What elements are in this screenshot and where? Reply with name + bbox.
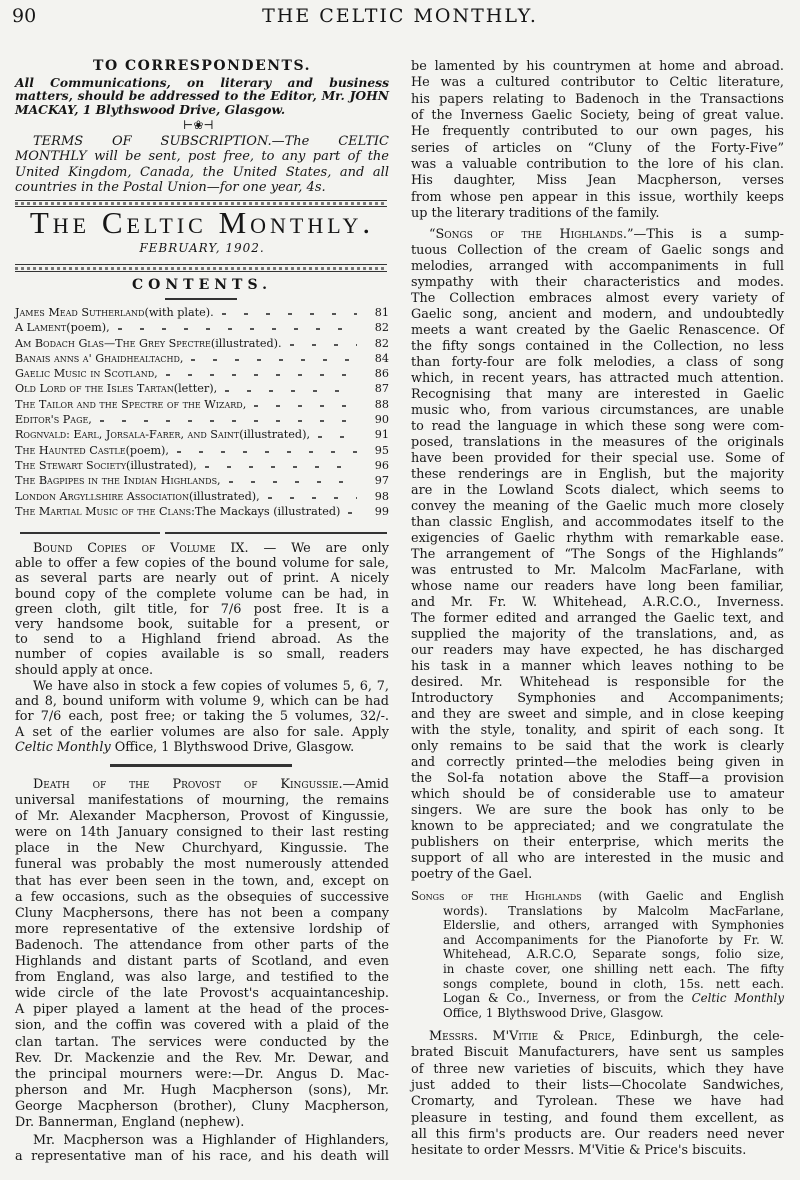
text-line: all this firm's products are. Our readers need never — [411, 1127, 784, 1143]
text-line: A set of the earlier volumes are also for sale. Apply — [15, 724, 389, 740]
contents-item-title: James Mead Sutherland — [15, 306, 145, 319]
text-line: which should be of considerable use to amateur — [411, 787, 784, 802]
contents-item-title: Old Lord of the Isles Tartan — [15, 382, 174, 396]
text-line: “Songs of the Highlands.”—This is a sump- — [429, 227, 785, 242]
contents-item — [15, 473, 389, 488]
contents-item-title: Banais anns a' Ghaidhealtachd, — [15, 351, 184, 365]
dot-leader — [318, 436, 357, 438]
contents-item — [15, 504, 389, 519]
dot-leader — [222, 313, 357, 315]
contents-item-title: The Tailor and the Spectre of the Wizard, — [15, 397, 247, 411]
text-line: were on 14th January consigned to their last resting — [15, 825, 389, 841]
text-line: in chaste cover, one shilling nett each. The fifty — [443, 961, 784, 976]
text-line: Office, 1 Blythswood Drive, Glasgow. — [443, 1005, 664, 1020]
contents-item-note: (poem), — [125, 443, 169, 457]
text-line: and Mr. Fr. W. Whitehead, A.R.C.O., Inverness. — [411, 595, 784, 610]
text-line: hesitate to order Messrs. M'Vitie & Price's biscuits. — [411, 1143, 747, 1159]
italic-text: Celtic Monthly — [691, 991, 784, 1006]
contents-item-page: 88 — [374, 397, 389, 411]
contents-item — [15, 443, 389, 458]
text-line: able to offer a few copies of the bound volume for sale, — [15, 556, 389, 572]
text-line: He was a cultured contributor to Celtic literature, — [411, 75, 784, 91]
contents-item-page: 81 — [374, 306, 389, 319]
text-line: supplied the majority of the translations, and, as — [411, 627, 784, 642]
text-line: these renderings are in English, but the majority — [411, 467, 784, 482]
text-line: Recognising that many are interested in Gaelic — [411, 387, 784, 402]
text-line: only remains to be said that the work is clearly — [411, 739, 784, 754]
text-line: very handsome book, suitable for a present, or — [15, 616, 389, 632]
text-line: TERMS OF SUBSCRIPTION.—The CELTIC — [33, 134, 389, 149]
text-line: tuous Collection of the cream of Gaelic songs and — [411, 243, 784, 258]
contents-item — [15, 336, 389, 351]
text-line: known to be appreciated; and we congratulate the — [411, 819, 784, 834]
text-line: All Communications, on literary and business — [15, 75, 389, 90]
divider — [165, 532, 387, 534]
text-line: Bound Copies of Volume IX. — We are only — [33, 541, 390, 556]
text-line: green cloth, gilt title, for 7/6 post free. It is a — [15, 601, 389, 617]
text-line: The former edited and arranged the Gaelic text, and — [411, 611, 784, 626]
contents-item — [15, 366, 389, 381]
text-line: the fifty songs contained in the Collection, no less — [411, 339, 784, 354]
text-line: Badenoch. The attendance from other parts of the — [15, 937, 389, 953]
text-line: words). Translations by Malcolm MacFarlane, — [443, 903, 784, 918]
bound-copies-notice — [15, 541, 389, 678]
text-line: George Macpherson (brother), Cluny Macpherson, — [15, 1098, 389, 1114]
contents-item-title: Editor's Page, — [15, 413, 92, 427]
text-line: poetry of the Gael. — [411, 867, 533, 882]
dot-leader — [100, 420, 357, 422]
text: Office, 1 Blythswood Drive, Glasgow. — [110, 739, 355, 755]
text-line: melodies, arranged with accompaniments in full — [411, 259, 784, 274]
text-line: Cromarty, and Tyrolean. These we have had — [411, 1094, 784, 1110]
text-line: was entrusted to Mr. Malcolm MacFarlane, with — [411, 563, 784, 578]
dot-leader — [177, 451, 357, 453]
text-line: matters, should be addressed to the Editor, Mr. JOHN — [15, 88, 389, 104]
contents-item-page: 98 — [374, 489, 389, 503]
text-line: of Mr. Alexander Macpherson, Provost of Kingussie, — [15, 809, 389, 825]
contents-item — [15, 397, 389, 412]
text-line: sympathy with their characteristics and modes. — [411, 275, 784, 290]
dot-leader — [348, 512, 357, 514]
dot-leader — [268, 497, 357, 499]
lead-in: Bound Copies of Volume IX. — [33, 541, 249, 556]
contents-list — [15, 305, 389, 519]
songs-of-highlands-review — [411, 227, 784, 883]
contents-item-note: (illustrated), — [126, 458, 197, 472]
text-line: a few occasions, such as the obsequies of successive — [15, 889, 389, 905]
text-line: United Kingdom, Canada, the United States, and all — [15, 164, 389, 180]
dot-leader — [290, 344, 357, 346]
contents-item-note: (letter), — [173, 382, 218, 396]
divider — [20, 532, 160, 534]
text-line: We have also in stock a few copies of volumes 5, 6, 7, — [33, 679, 389, 694]
text-line: Introductory Symphonies and Accompaniments; — [411, 691, 784, 706]
contents-item-page: 91 — [374, 428, 389, 442]
text-line: as several parts are nearly out of print. A nicely — [15, 571, 389, 587]
contents-item-page: 95 — [374, 443, 389, 457]
text-line: clan tartan. The services were conducted by the — [15, 1034, 389, 1050]
text-line: for 7/6 each, post free; or taking the 5 volumes, 32/-. — [15, 709, 389, 725]
dot-leader — [118, 328, 357, 330]
contents-item-title: A Lament — [15, 321, 67, 335]
dot-leader — [254, 405, 357, 407]
contents-heading: CONTENTS. — [132, 277, 272, 293]
text-line: place in the New Churchyard, Kingussie. The — [15, 841, 389, 857]
dot-leader — [205, 466, 357, 468]
contents-item-title: The Bagpipes in the Indian Highlands, — [15, 474, 221, 488]
text-line: with the style, tonality, and spirit of each song. It — [411, 723, 784, 738]
text-line: his papers relating to Badenoch in the Transactions — [411, 91, 784, 107]
ornament-icon: ⊢❀⊣ — [183, 118, 214, 132]
text-line: meets a want created by the Gaelic Renascence. Of — [411, 323, 784, 338]
text-line: series of articles on “Cluny of the Forty-Five” — [411, 140, 784, 156]
dot-leader — [229, 481, 357, 483]
text-line: Cluny Macphersons, there has not been a company — [15, 905, 389, 921]
text-line: be lamented by his countrymen at home and abroad. — [411, 59, 784, 74]
text-line: from whose pen appear in this issue, worthily keeps — [411, 189, 784, 205]
text-line: and 8, bound uniform with volume 9, which can be had — [15, 694, 389, 710]
text-line: support of all who are interested in the music and — [411, 851, 784, 866]
death-of-provost-continued — [15, 1133, 389, 1165]
text-line: countries in the Postal Union—for one year, 4s. — [15, 180, 326, 196]
divider — [15, 267, 387, 270]
text-line: that has ever been seen in the town, and, except on — [15, 873, 389, 889]
text-line: Elderslie, and others, arranged with Symphonies — [443, 918, 784, 933]
contents-item-title: Am Bodach Glas—The Grey Spectre — [15, 336, 211, 350]
text-line: A piper played a lament at the head of the proces- — [15, 1002, 389, 1018]
text-line: universal manifestations of mourning, the remains — [15, 793, 389, 809]
divider — [15, 264, 387, 265]
text-line: posed, translations in the measures of the originals — [411, 435, 784, 450]
divider — [15, 271, 387, 272]
text-line: sion, and the coffin was covered with a plaid of the — [15, 1018, 389, 1034]
text-line: the principal mourners were:—Dr. Angus D. Mac- — [15, 1066, 389, 1082]
text-line: our readers may have expected, he has discharged — [411, 643, 784, 658]
text-line: and correctly printed—the melodies being given in — [411, 755, 784, 770]
back-volumes-notice — [15, 679, 389, 755]
text-line: a representative man of his race, and his death will — [15, 1149, 389, 1165]
provost-article-end — [411, 59, 784, 222]
contents-item-title: Rognvald: Earl, Jorsala-Farer, and Saint — [15, 428, 240, 442]
contents-item — [15, 489, 389, 504]
text-line: should apply at once. — [15, 662, 154, 678]
contents-item — [15, 320, 389, 335]
subscription-terms — [15, 134, 389, 196]
dot-leader — [191, 359, 357, 361]
text-line: His daughter, Miss Jean Macpherson, verses — [411, 173, 784, 189]
text-line: Highlands and distant parts of Scotland, and even — [15, 954, 389, 970]
contents-item-note: (illustrated), — [188, 489, 260, 503]
text-line: up the literary traditions of the family. — [411, 206, 660, 222]
lead-in: Death of the Provost of Kingussie. — [33, 777, 343, 792]
text-line: MONTHLY will be sent, post free, to any part of the — [15, 149, 389, 165]
text-line: He frequently contributed to our own pages, his — [411, 124, 784, 140]
correspondents-heading: TO CORRESPONDENTS. — [93, 58, 311, 74]
text-line: Death of the Provost of Kingussie.—Amid — [33, 777, 389, 792]
masthead-date: FEBRUARY, 1902. — [139, 241, 265, 255]
text-line — [15, 740, 389, 755]
text-line: than classic English, and accommodates itself to the — [411, 515, 784, 530]
text-line: just added to their lists—Chocolate Sandwiches, — [411, 1078, 784, 1094]
text-line: The Collection embraces almost every variety of — [411, 291, 784, 306]
contents-item — [15, 427, 389, 442]
text-line: MACKAY, 1 Blythswood Drive, Glasgow. — [15, 101, 286, 117]
contents-item — [15, 412, 389, 427]
text-line: bound copy of the complete volume can be had, in — [15, 586, 389, 602]
divider — [15, 200, 387, 201]
contents-item-title: Gaelic Music in Scotland, — [15, 367, 158, 381]
contents-item-note: (with plate). — [144, 306, 214, 319]
contents-item — [15, 458, 389, 473]
contents-item-page: 87 — [374, 382, 389, 396]
contents-item-page: 84 — [374, 351, 389, 365]
text-line: whose name our readers have long been familiar, — [411, 579, 784, 594]
contents-item-title: The Haunted Castle — [15, 443, 126, 457]
text-line: wide circle of the late Provost's acquaintanceship. — [15, 986, 389, 1002]
lead-in: “Songs of the Highlands.” — [429, 227, 634, 242]
text-line: funeral was probably the most numerously attended — [15, 857, 389, 873]
contents-item-page: 97 — [374, 474, 389, 488]
contents-item-note: The Mackays (illustrated) — [194, 504, 341, 518]
text-line: his task in a manner which leaves nothing to be — [411, 659, 784, 674]
contents-item-page: 82 — [374, 321, 389, 335]
text: Logan & Co., Inverness, or from the — [443, 991, 692, 1006]
text-line: exigencies of Gaelic rhythm with remarkable ease. — [411, 531, 784, 546]
text-line: to read the language in which these song were com- — [411, 419, 784, 434]
contents-item-title: London Argyllshire Association — [15, 489, 189, 503]
text-line: brated Biscuit Manufacturers, have sent us samples — [411, 1045, 784, 1061]
correspondents-notice — [15, 76, 389, 116]
italic-text: Celtic Monthly — [15, 739, 111, 755]
text-line: Dr. Bannerman, England (nephew). — [15, 1114, 245, 1130]
contents-item-page: 90 — [374, 413, 389, 427]
text-line: Whitehead, A.R.C.O, Separate songs, folio size, — [443, 947, 784, 962]
text-line: convey the meaning of the Gaelic much more closely — [411, 499, 784, 514]
text-line: the Sol-fa notation above the Staff—a provision — [411, 771, 784, 786]
text-line: music who, from various circumstances, are unable — [411, 403, 784, 418]
text-line: and they are sweet and simple, and in close keeping — [411, 707, 784, 722]
songs-of-highlands-notice — [411, 889, 784, 1020]
text-line: Messrs. M'Vitie & Price, Edinburgh, the cele- — [429, 1029, 784, 1044]
divider — [110, 764, 292, 767]
text-line — [411, 991, 784, 1006]
contents-item — [15, 351, 389, 366]
text-line: have been provided for their special use. Some of — [411, 451, 784, 466]
text-line: Gaelic song, ancient and modern, and undoubtedly — [411, 307, 784, 322]
running-title: THE CELTIC MONTHLY. — [262, 5, 538, 27]
contents-item-title: The Martial Music of the Clans: — [15, 504, 195, 518]
text-line: was a valuable contribution to the lore of his clan. — [411, 157, 784, 173]
dot-leader — [166, 374, 357, 376]
text-line: desired. Mr. Whitehead is responsible for the — [411, 675, 784, 690]
text-line: number of copies available is so small, readers — [15, 647, 389, 663]
text-line: pleasure in testing, and found them excellent, as — [411, 1110, 784, 1126]
contents-item-page: 86 — [374, 367, 389, 381]
contents-item — [15, 381, 389, 396]
lead-in: Messrs. M'Vitie & Price, — [429, 1029, 616, 1044]
contents-item-title: The Stewart Society — [15, 458, 127, 472]
text-line: from England, was also large, and testified to the — [15, 970, 389, 986]
text-line: Mr. Macpherson was a Highlander of Highlanders, — [33, 1133, 389, 1148]
page-number: 90 — [12, 5, 37, 27]
contents-item-page: 96 — [374, 458, 389, 472]
text-line: singers. We are sure the book has only to be — [411, 803, 784, 818]
divider — [165, 298, 237, 300]
masthead-title: The Celtic Monthly. — [29, 205, 375, 240]
text-line: publishers on their enterprise, which merits the — [411, 835, 784, 850]
death-of-provost-article — [15, 777, 389, 1131]
text-line: Songs of the Highlands (with Gaelic and English — [411, 889, 785, 903]
dot-leader — [225, 390, 357, 392]
text-line: Rev. Dr. Mackenzie and the Rev. Mr. Dewar, and — [15, 1050, 389, 1066]
contents-item-page: 82 — [374, 336, 389, 350]
contents-item — [15, 305, 389, 320]
text-line: are in the Lowland Scots dialect, which seems to — [411, 483, 784, 498]
text-line: pherson and Mr. Hugh Macpherson (sons), Mr. — [15, 1082, 389, 1098]
text-line: songs complete, bound in cloth, 15s. nett each. — [443, 976, 784, 991]
text-line: to send to a Highland friend abroad. As the — [15, 632, 389, 648]
text-line: than forty-four are folk melodies, a class of song — [411, 355, 784, 370]
text-line: more representative of the extensive lordship of — [15, 921, 389, 937]
lead-in: Songs of the Highlands — [411, 889, 582, 903]
text-line: which, in recent years, has attracted much attention. — [411, 371, 784, 386]
contents-item-note: (poem), — [66, 321, 110, 335]
contents-item-page: 99 — [374, 504, 389, 518]
text-line: and Accompaniments for the Pianoforte by Fr. W. — [443, 932, 784, 947]
text-line: of three new varieties of biscuits, which they have — [411, 1061, 784, 1077]
contents-item-note: (illustrated), — [239, 428, 311, 442]
biscuits-notice — [411, 1029, 784, 1160]
text-line: The arrangement of “The Songs of the Highlands” — [411, 547, 784, 562]
text-line: of the Inverness Gaelic Society, being of great value. — [411, 108, 784, 124]
contents-item-note: (illustrated). — [210, 336, 282, 350]
